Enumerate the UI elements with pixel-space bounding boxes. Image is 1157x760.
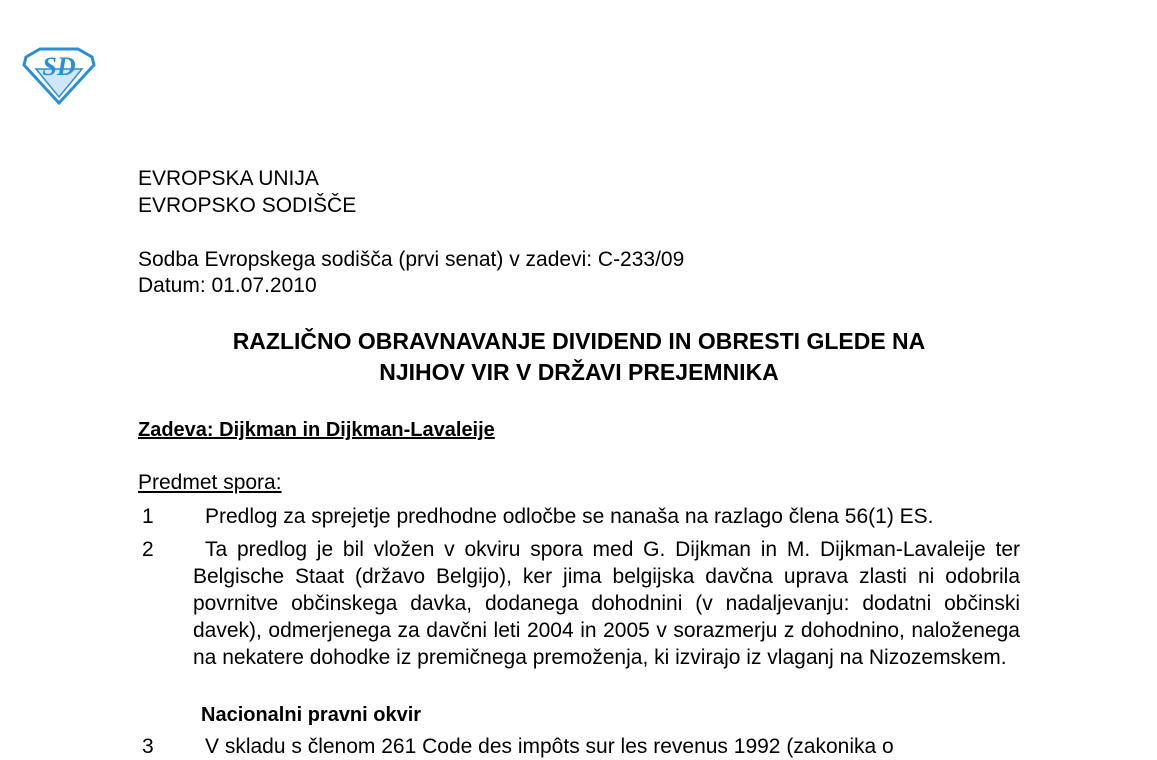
judgment-reference: Sodba Evropskega sodišča (prvi senat) v zadevi: C-233/09 (138, 248, 685, 271)
paragraph-number: 3 (142, 735, 154, 758)
logo-text: SD (42, 52, 76, 81)
page-title-line-1: RAZLIČNO OBRAVNAVANJE DIVIDEND IN OBRESTI GLEDE NA (232, 328, 926, 354)
subject-heading: Predmet spora: (138, 471, 282, 494)
page-title-line-2: NJIHOV VIR V DRŽAVI PREJEMNIKA (379, 359, 779, 385)
sd-shield-logo-icon (22, 47, 96, 105)
header-court: EVROPSKO SODIŠČE (138, 194, 357, 217)
case-name: Zadeva: Dijkman in Dijkman-Lavaleije (138, 419, 495, 441)
section-heading: Nacionalni pravni okvir (201, 704, 422, 726)
paragraph-number: 2 (142, 538, 154, 561)
header-union: EVROPSKA UNIJA (138, 167, 319, 190)
judgment-date: Datum: 01.07.2010 (138, 274, 317, 297)
paragraph-text: Ta predlog je bil vložen v okviru spora med G. Dijkman in M. Dijkman-Lavaleije ter Belgische Staat (državo Belgijo), ker jima belgijska davčna uprava zlasti ni odobrila povrnitve občinskega davka, dodanega dohodnini (v nadaljevanju: dodatni občinski davek), odmerjenega za davčni leti 2004 in 2005 v sorazmerju z dohodnino, naloženega na nekatere dohodke iz premičnega premoženja, ki izvirajo iz vlaganj na Nizozemskem. (193, 538, 1020, 669)
paragraph-number: 1 (142, 505, 154, 528)
paragraph-text: V skladu s členom 261 Code des impôts sur les revenus 1992 (zakonika o (205, 735, 894, 758)
paragraph-text: Predlog za sprejetje predhodne odločbe se nanaša na razlago člena 56(1) ES. (205, 505, 934, 528)
